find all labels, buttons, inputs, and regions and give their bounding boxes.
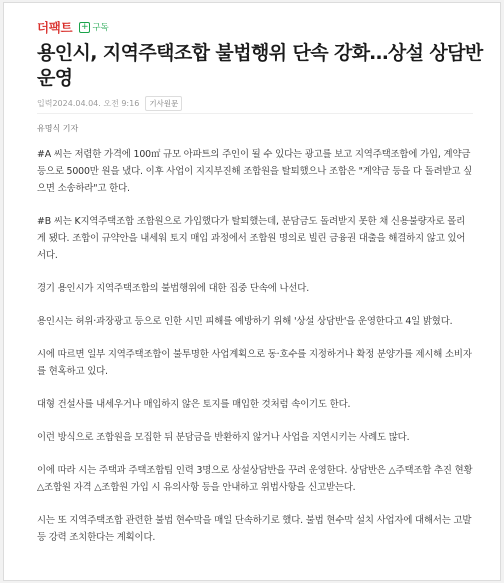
article-page <box>3 2 501 581</box>
paragraph: 이에 따라 시는 주택과 주택조합팀 인력 3명으로 상설상담반을 꾸려 운영한다. 상담반은 △주택조합 추진 현황 △조합원 자격 △조합원 가입 시 유의사항 등을 안내하고 위법사항을 신고받는다. <box>37 465 473 493</box>
press-logo[interactable]: 더팩트 <box>37 20 73 35</box>
subscribe-button[interactable] <box>79 21 108 33</box>
meta-divider <box>37 113 473 114</box>
paragraph: 시에 따르면 일부 지역주택조합이 불투명한 사업계획으로 동·호수를 지정하거나 확정 분양가를 제시해 소비자를 현혹하고 있다. <box>37 349 472 377</box>
plus-icon: + <box>81 21 89 32</box>
byline[interactable]: 유명식 기자 <box>37 124 79 133</box>
paragraph: 이런 방식으로 조합원을 모집한 뒤 분담금을 반환하지 않거나 사업을 지연시키는 사례도 많다. <box>37 432 410 443</box>
paragraph: 대형 건설사를 내세우거나 매입하지 않은 토지를 매입한 것처럼 속이기도 한다. <box>37 399 351 410</box>
press-header <box>37 18 109 36</box>
original-article-button[interactable]: 기사원문 <box>145 96 182 111</box>
paragraph: 시는 또 지역주택조합 관련한 불법 현수막을 매일 단속하기로 했다. 불법 현수막 설치 사업자에 대해서는 고발 등 강력 조치한다는 계획이다. <box>37 515 472 543</box>
paragraph: #A 씨는 저렴한 가격에 100㎡ 규모 아파트의 주인이 될 수 있다는 광고를 보고 지역주택조합에 가입, 계약금 등으로 5000만 원을 냈다. 이후 사업이 지지부진해 조합원을 탈퇴했으나 조합은 "계약금 등을 다 돌려받고 싶으면 소송하라"고 한다. <box>37 149 473 194</box>
article-title: 용인시, 지역주택조합 불법행위 단속 강화…상설 상담반 운영 <box>37 42 483 89</box>
paragraph: #B 씨는 K지역주택조합 조합원으로 가입했다가 탈퇴했는데, 분담금도 돌려받지 못한 채 신용불량자로 몰리게 됐다. 조합이 규약안을 내세워 토지 매입 과정에서 조합원 명의로 빌린 금융권 대출을 해결하지 않고 있어서다. <box>37 216 466 261</box>
article-meta <box>37 96 182 111</box>
publish-date: 입력2024.04.04. 오전 9:16 <box>37 99 140 108</box>
subscribe-label: 구독 <box>92 23 109 33</box>
paragraph: 용인시는 허위·과장광고 등으로 인한 시민 피해를 예방하기 위해 '상설 상담반'을 운영한다고 4일 밝혔다. <box>37 316 453 327</box>
article-body <box>37 146 473 546</box>
paragraph: 경기 용인시가 지역주택조합의 불법행위에 대한 집중 단속에 나선다. <box>37 283 310 294</box>
